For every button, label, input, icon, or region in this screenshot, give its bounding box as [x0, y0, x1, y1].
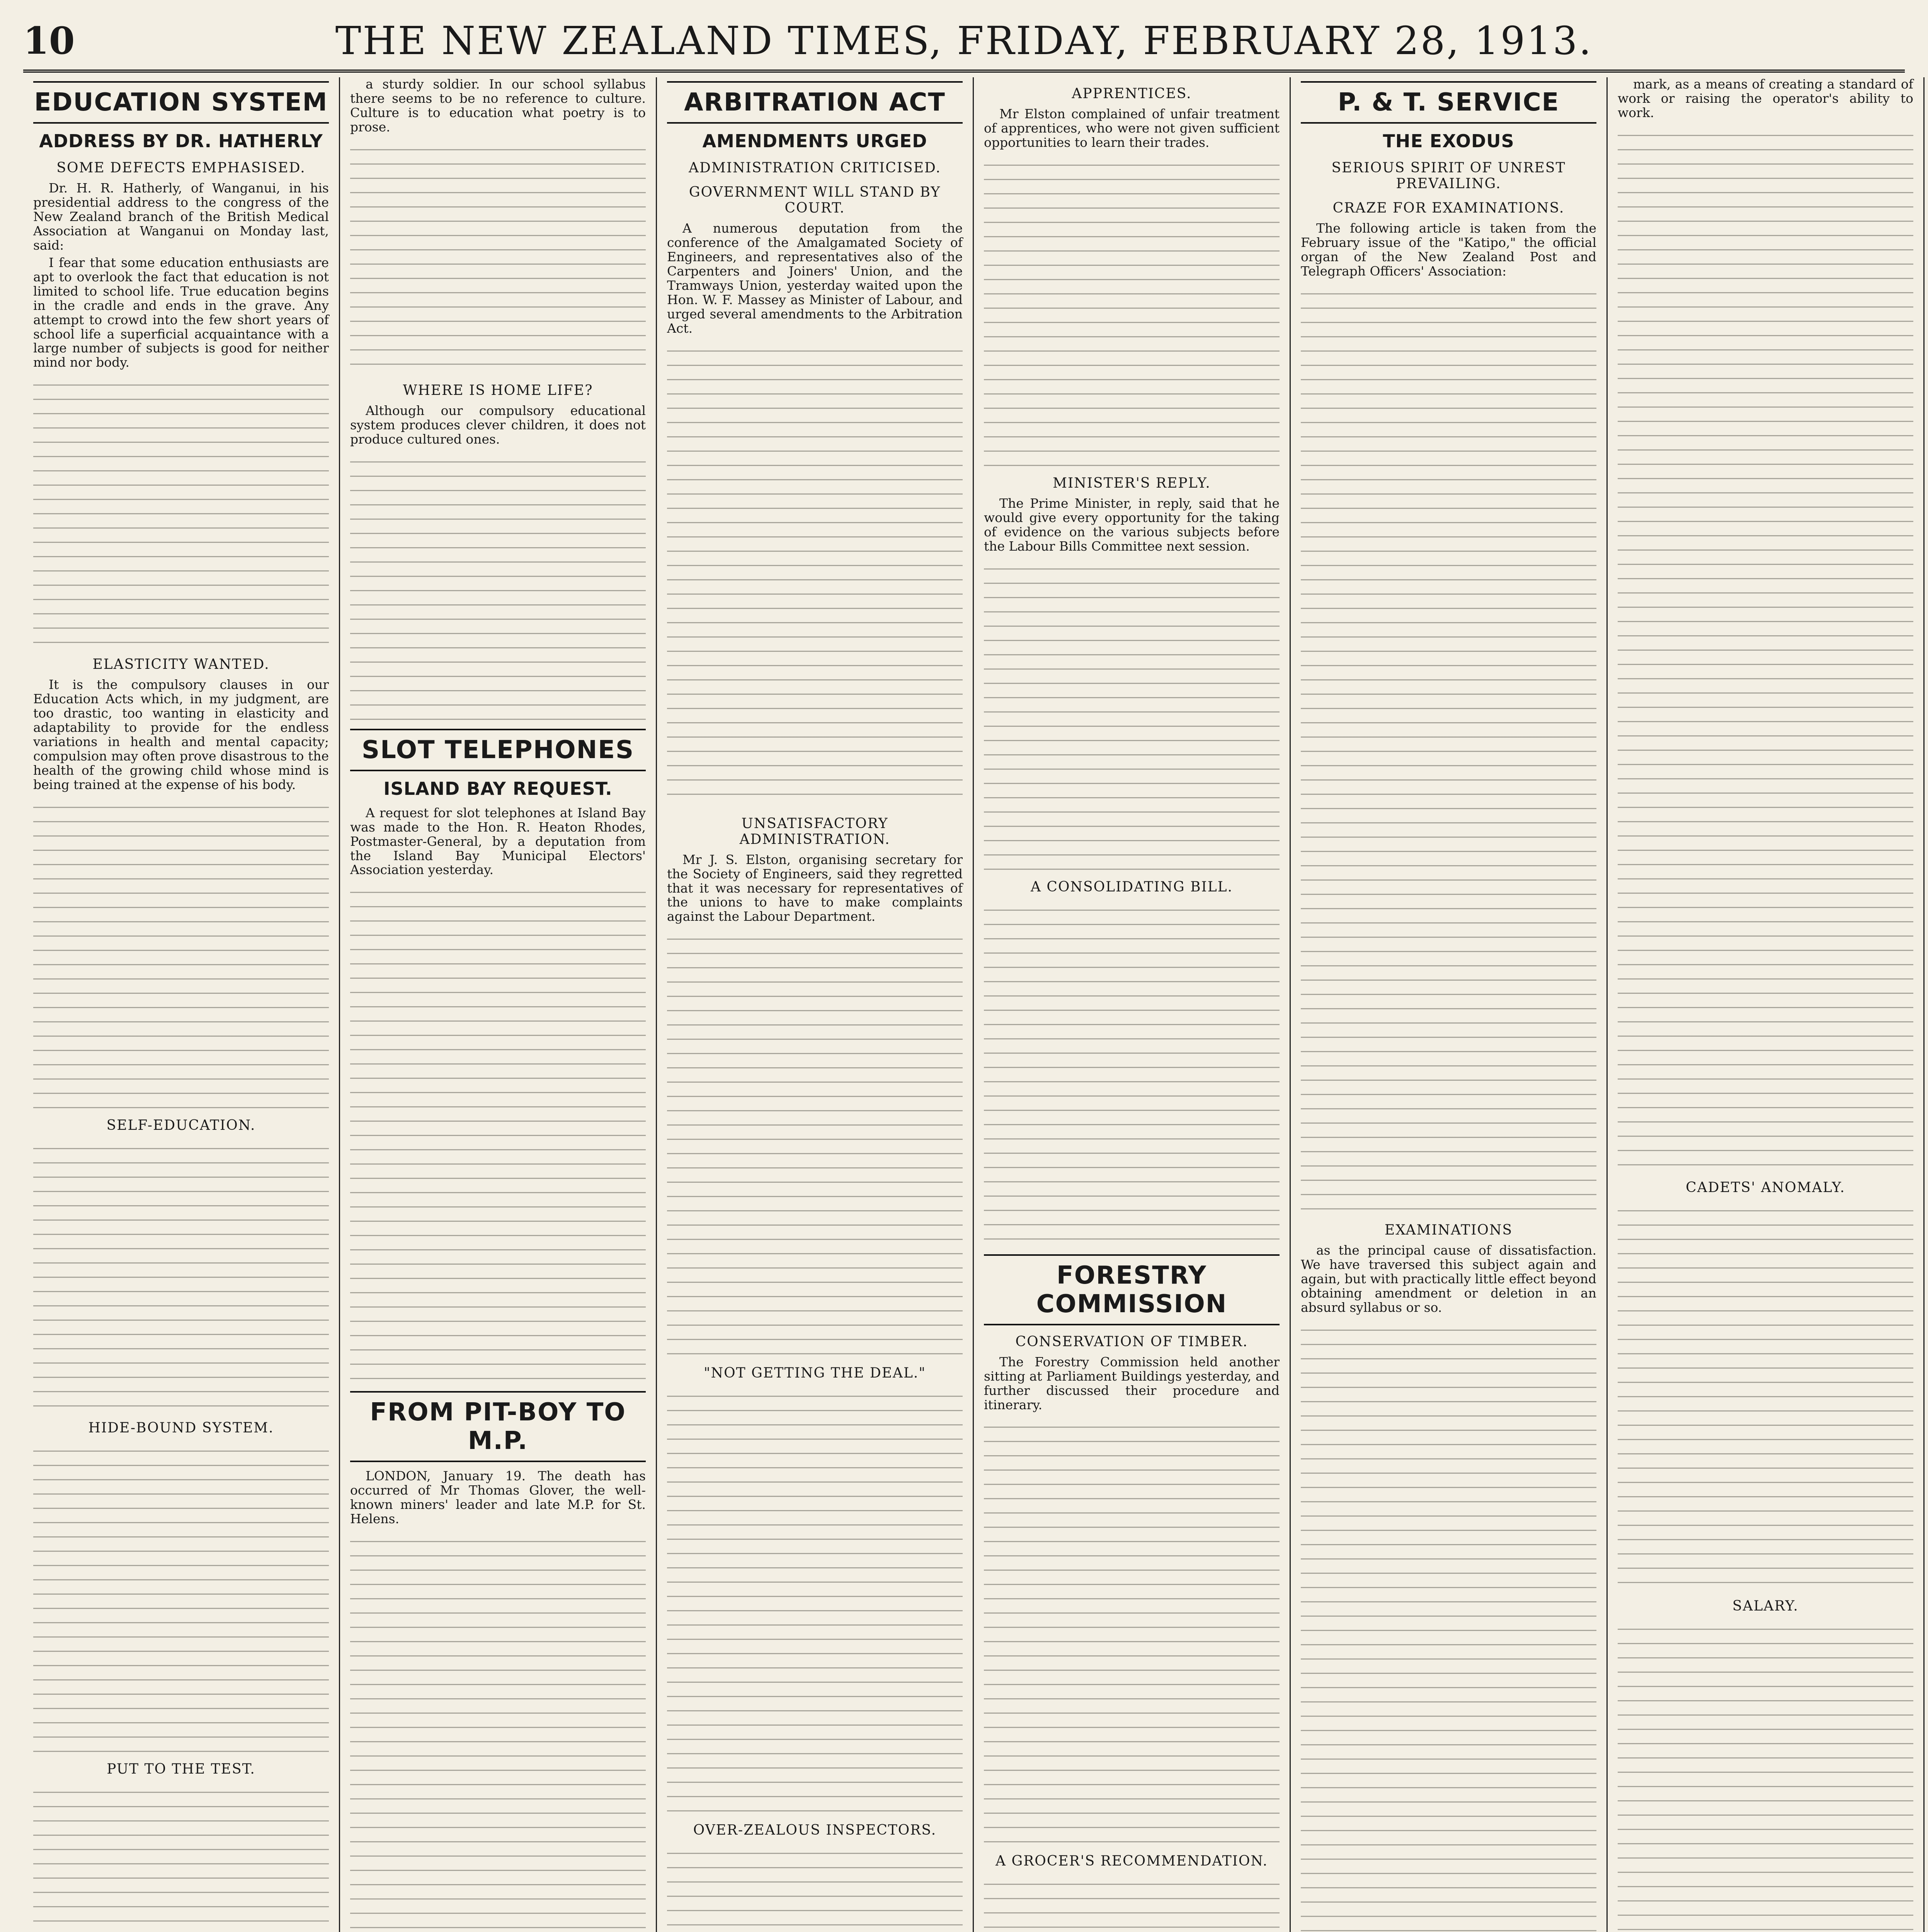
section-heading: SELF-EDUCATION.	[106, 1117, 256, 1134]
article-text-block	[984, 561, 1280, 871]
article-paragraph: The Forestry Commission held another sitting at Parliament Buildings yesterday, and further discussed their procedure and itinerary.	[984, 1354, 1280, 1412]
article-text-block	[33, 1785, 329, 1932]
column-6	[1608, 77, 1925, 1932]
article-paragraph: mark, as a means of creating a standard of work or raising the operator's ability to work.	[1618, 77, 1913, 120]
article-text-block	[33, 1141, 329, 1412]
article-text-block	[984, 158, 1280, 467]
article-text-block	[350, 142, 646, 374]
section-heading: MINISTER'S REPLY.	[1053, 475, 1211, 491]
headline-forestry-commission: FORESTRY COMMISSION	[984, 1254, 1280, 1325]
section-heading: SALARY.	[1732, 1598, 1799, 1614]
column-3	[657, 77, 974, 1932]
article-text-block	[667, 344, 963, 807]
article-paragraph: Mr J. S. Elston, organising secretary for the Society of Engineers, said they regretted that it was necessary for representatives of the unions to have to make complaints against the Labour Department.	[667, 852, 963, 924]
article-text-block	[1301, 1323, 1596, 1932]
article-paragraph: The following article is taken from the February issue of the "Katipo," the official organ of the New Zealand Post and Telegraph Officers' Association:	[1301, 221, 1596, 279]
newspaper-title: THE NEW ZEALAND TIMES, FRIDAY, FEBRUARY 28, 1913.	[335, 18, 1593, 63]
headline-pt-service: P. & T. SERVICE	[1301, 81, 1596, 124]
section-heading: "NOT GETTING THE DEAL."	[704, 1365, 926, 1381]
column-1	[23, 77, 340, 1932]
article-text-block	[667, 1389, 963, 1814]
article-paragraph: Although our compulsory educational system produces clever children, it does not produce cultured ones.	[350, 403, 646, 447]
column-2	[340, 77, 657, 1932]
article-text-block	[350, 885, 646, 1387]
article-text-block	[667, 1846, 963, 1932]
article-text-block	[1618, 1622, 1913, 1932]
section-heading: A GROCER'S RECOMMENDATION.	[995, 1853, 1268, 1869]
article-paragraph: Dr. H. R. Hatherly, of Wanganui, in his presidential address to the congress of the New Zealand branch of the British Medical Association at Wanganui on Monday last, said:	[33, 180, 329, 253]
headline-arbitration-act: ARBITRATION ACT	[667, 81, 963, 124]
article-text-block	[984, 903, 1280, 1250]
article-text-block	[984, 1877, 1280, 1932]
section-heading: ELASTICITY WANTED.	[92, 656, 270, 673]
article-paragraph: A request for slot telephones at Island Bay was made to the Hon. R. Heaton Rhodes, Postmaster-General, by a deputation from the Island Bay Municipal Electors' Association yesterday.	[350, 805, 646, 878]
article-text-block	[33, 378, 329, 648]
section-heading: PUT TO THE TEST.	[107, 1761, 255, 1777]
article-paragraph: LONDON, January 19. The death has occurred of Mr Thomas Glover, the well-known miners' leader and late M.P. for St. Helens.	[350, 1468, 646, 1527]
headline-education-system: EDUCATION SYSTEM	[33, 81, 329, 124]
section-heading: HIDE-BOUND SYSTEM.	[88, 1420, 274, 1436]
article-text-block	[984, 1420, 1280, 1845]
article-paragraph: It is the compulsory clauses in our Education Acts which, in my judgment, are too drastic, too wanting in elasticity and adaptability to provide for the endless variations in health and mental capacity; compulsion may often prove disastrous to the health of the growing child whose mind is being trained at the expense of his body.	[33, 677, 329, 793]
section-heading: A CONSOLIDATING BILL.	[1030, 879, 1233, 895]
section-heading: WHERE IS HOME LIFE?	[403, 382, 593, 398]
article-text-block	[1618, 128, 1913, 1171]
article-text-block	[33, 800, 329, 1109]
article-paragraph: a sturdy soldier. In our school syllabus there seems to be no reference to culture. Culture is to education what poetry is to prose.	[350, 77, 646, 134]
column-4	[974, 77, 1291, 1932]
section-heading: CONSERVATION OF TIMBER.	[1015, 1333, 1248, 1350]
headline-pit-boy: FROM PIT-BOY TO M.P.	[350, 1391, 646, 1462]
section-heading: SERIOUS SPIRIT OF UNREST PREVAILING.	[1331, 160, 1566, 192]
subheadline: THE EXODUS	[1383, 131, 1514, 151]
article-paragraph: A numerous deputation from the conference of the Amalgamated Society of Engineers, and representatives also of the Carpenters and Joiners' Union, and the Tramways Union, yesterday waited upon the Hon. W. F. Massey as Minister of Labour, and urged several amendments to the Arbitration Act.	[667, 221, 963, 336]
article-text-block	[1618, 1203, 1913, 1590]
section-heading: GOVERNMENT WILL STAND BY COURT.	[689, 184, 941, 216]
article-paragraph: Mr Elston complained of unfair treatment of apprentices, who were not given sufficient opportunities to learn their trades.	[984, 106, 1280, 150]
article-paragraph: I fear that some education enthusiasts are apt to overlook the fact that education is not limited to school life. True education begins in the cradle and ends in the grave. Any attempt to crowd into the few short years of school life a superficial acquaintance with a large number of subjects is good for neither mind nor body.	[33, 255, 329, 370]
headline-slot-telephones: SLOT TELEPHONES	[350, 729, 646, 771]
article-paragraph: as the principal cause of dissatisfaction. We have traversed this subject again and again, but with practically little effect beyond obtaining amendment or deletion in an absurd syllabus or so.	[1301, 1242, 1596, 1315]
subheadline: ADDRESS BY DR. HATHERLY	[39, 131, 323, 151]
column-5	[1291, 77, 1608, 1932]
article-text-block	[33, 1444, 329, 1753]
masthead	[23, 12, 1905, 73]
article-text-block	[350, 1534, 646, 1932]
subheadline: ISLAND BAY REQUEST.	[383, 778, 613, 799]
article-text-block	[1301, 286, 1596, 1214]
section-heading: EXAMINATIONS	[1384, 1222, 1513, 1238]
columns	[23, 77, 1913, 1932]
article-text-block	[350, 454, 646, 725]
article-paragraph: The Prime Minister, in reply, said that he would give every opportunity for the taking of evidence on the various subjects before the Labour Bills Committee next session.	[984, 495, 1280, 554]
subheadline: AMENDMENTS URGED	[702, 131, 927, 151]
page-number: 10	[23, 19, 75, 63]
article-text-block	[667, 932, 963, 1357]
section-heading: CRAZE FOR EXAMINATIONS.	[1332, 200, 1565, 216]
section-heading: CADETS' ANOMALY.	[1686, 1179, 1845, 1196]
ads-column	[1925, 77, 1928, 1932]
section-heading: UNSATISFACTORY ADMINISTRATION.	[739, 815, 890, 847]
section-heading: APPRENTICES.	[1072, 86, 1192, 102]
section-heading: SOME DEFECTS EMPHASISED.	[56, 160, 306, 176]
section-heading: OVER-ZEALOUS INSPECTORS.	[693, 1822, 937, 1838]
section-heading: ADMINISTRATION CRITICISED.	[689, 160, 941, 176]
